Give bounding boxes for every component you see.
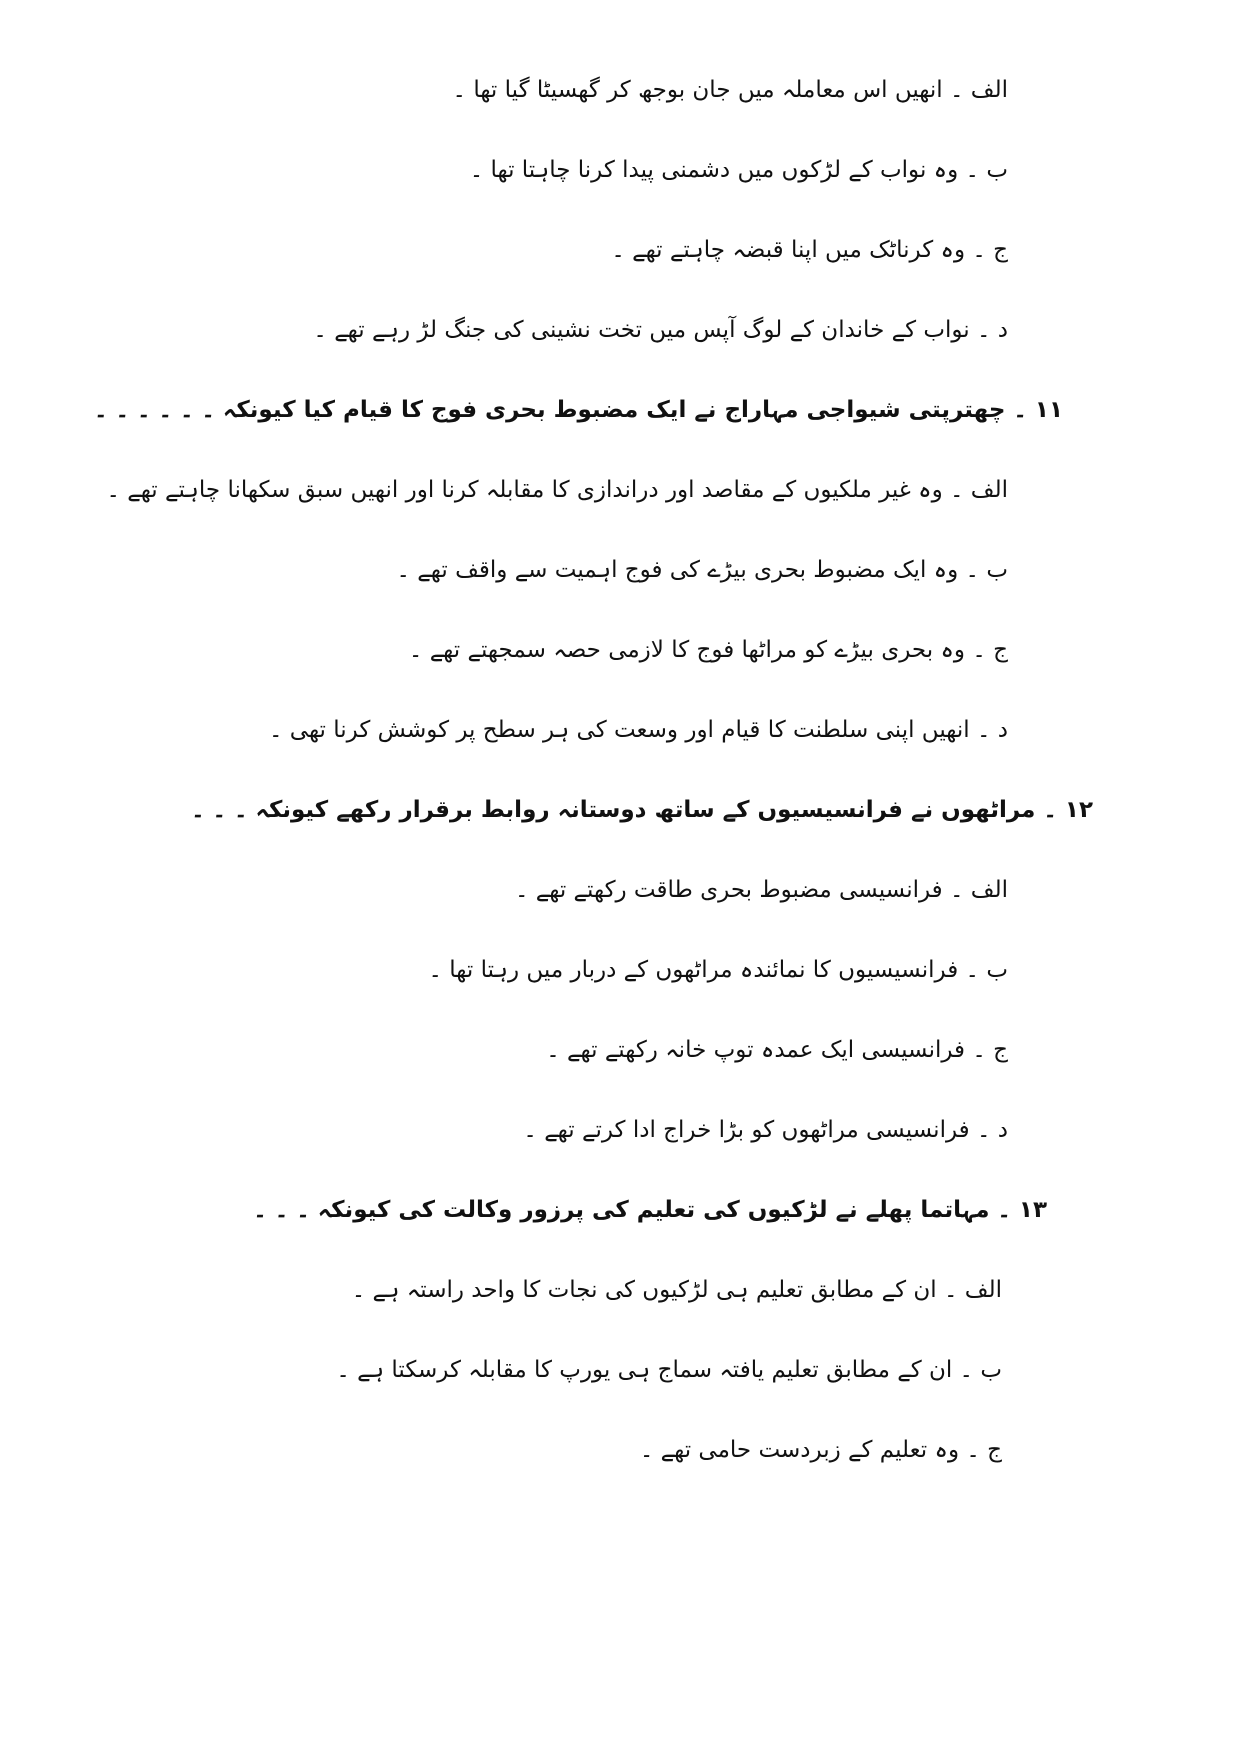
q12-question: ۱۲ ۔ مراٹھوں نے فرانسیسیوں کے ساتھ دوستانہ روابط برقرار رکھے کیونکہ ۔ ۔ ۔ (191, 797, 1093, 823)
q11-option-a: الف ۔ وہ غیر ملکیوں کے مقاصد اور دراندازی کا مقابلہ کرنا اور انھیں سبق سکھانا چاہتے تھے ۔ (106, 477, 1008, 503)
q13-option-b: ب ۔ ان کے مطابق تعلیم یافتہ سماج ہی یورپ کا مقابلہ کرسکتا ہے ۔ (336, 1357, 1002, 1383)
q10-option-d: د ۔ نواب کے خاندان کے لوگ آپس میں تخت نشینی کی جنگ لڑ رہے تھے ۔ (313, 317, 1008, 343)
q12-option-a: الف ۔ فرانسیسی مضبوط بحری طاقت رکھتے تھے ۔ (514, 877, 1008, 903)
q11-option-d: د ۔ انھیں اپنی سلطنت کا قیام اور وسعت کی ہر سطح پر کوشش کرنا تھی ۔ (268, 717, 1008, 743)
q11-question: ۱۱ ۔ چھترپتی شیواجی مہاراج نے ایک مضبوط بحری فوج کا قیام کیا کیونکہ ۔ ۔ ۔ ۔ ۔ ۔ (94, 397, 1063, 423)
q10-option-b: ب ۔ وہ نواب کے لڑکوں میں دشمنی پیدا کرنا چاہتا تھا ۔ (469, 157, 1008, 183)
q12-option-d: د ۔ فرانسیسی مراٹھوں کو بڑا خراج ادا کرتے تھے ۔ (523, 1117, 1008, 1143)
q10-option-c: ج ۔ وہ کرناٹک میں اپنا قبضہ چاہتے تھے ۔ (611, 237, 1008, 263)
q13-question: ۱۳ ۔ مہاتما پھلے نے لڑکیوں کی تعلیم کی پرزور وکالت کی کیونکہ ۔ ۔ ۔ (253, 1197, 1047, 1223)
q12-option-b: ب ۔ فرانسیسیوں کا نمائندہ مراٹھوں کے دربار میں رہتا تھا ۔ (428, 957, 1008, 983)
q11-option-c: ج ۔ وہ بحری بیڑے کو مراٹھا فوج کا لازمی حصہ سمجھتے تھے ۔ (408, 637, 1008, 663)
q12-option-c: ج ۔ فرانسیسی ایک عمدہ توپ خانہ رکھتے تھے ۔ (546, 1037, 1008, 1063)
q10-option-a: الف ۔ انھیں اس معاملہ میں جان بوجھ کر گھسیٹا گیا تھا ۔ (452, 77, 1008, 103)
q11-option-b: ب ۔ وہ ایک مضبوط بحری بیڑے کی فوج اہمیت سے واقف تھے ۔ (396, 557, 1008, 583)
q13-option-a: الف ۔ ان کے مطابق تعلیم ہی لڑکیوں کی نجات کا واحد راستہ ہے ۔ (351, 1277, 1002, 1303)
q13-option-c: ج ۔ وہ تعلیم کے زبردست حامی تھے ۔ (639, 1437, 1002, 1463)
